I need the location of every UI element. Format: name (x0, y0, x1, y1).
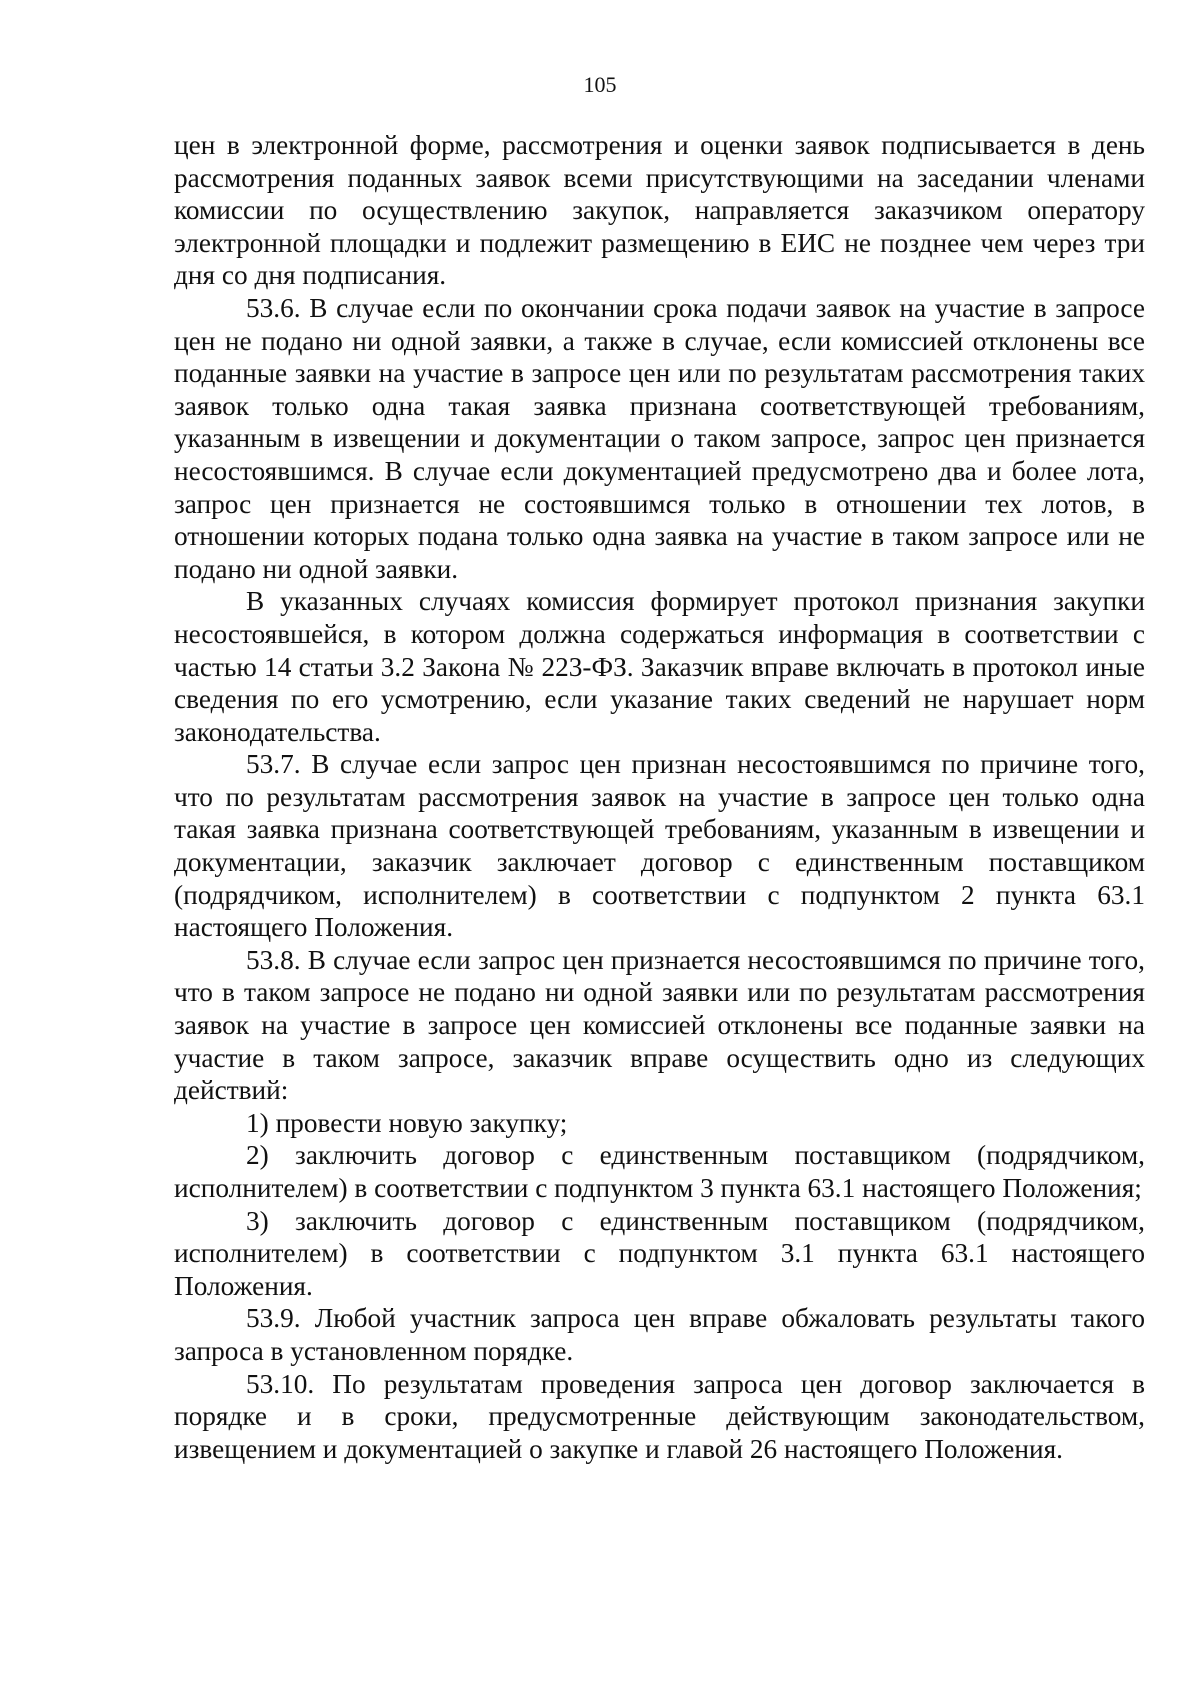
paragraph-53-7: 53.7. В случае если запрос цен признан несостоявшимся по причине того, что по результатам рассмотрения заявок на участие в запросе цен только одна такая заявка признана соответствующей требованиям, указанным в извещении и документации, заказчик заключает договор с единственным поставщиком (подрядчиком, исполнителем) в соответствии с подпунктом 2 пункта 63.1 настоящего Положения. (174, 749, 1145, 943)
list-item-2: 2) заключить договор с единственным поставщиком (подрядчиком, исполнителем) в соответствии с подпунктом 3 пункта 63.1 настоящего Положения; (174, 1140, 1145, 1203)
list-item-3: 3) заключить договор с единственным поставщиком (подрядчиком, исполнителем) в соответствии с подпунктом 3.1 пункта 63.1 настоящего Положения. (174, 1205, 1145, 1301)
page-number: 105 (583, 72, 617, 97)
paragraph-53-8: 53.8. В случае если запрос цен признается несостоявшимся по причине того, что в таком запросе не подано ни одной заявки или по результатам рассмотрения заявок на участие в запросе цен комиссией отклонены все поданные заявки на участие в таком запросе, заказчик вправе осуществить одно из следующих действий: (174, 944, 1145, 1106)
document-body (174, 129, 1145, 1465)
paragraph-53-6: 53.6. В случае если по окончании срока подачи заявок на участие в запросе цен не подано ни одной заявки, а также в случае, если комиссией отклонены все поданные заявки на участие в запросе цен или по результатам рассмотрения таких заявок только одна такая заявка признана соответствующей требованиям, указанным в извещении и документации о таком запросе, запрос цен признается несостоявшимся. В случае если документацией предусмотрено два и более лота, запрос цен признается не состоявшимся только в отношении тех лотов, в отношении которых подана только одна заявка на участие в таком запросе или не подано ни одной заявки. (174, 292, 1145, 584)
paragraph-53-9: 53.9. Любой участник запроса цен вправе обжаловать результаты такого запроса в установленном порядке. (174, 1303, 1145, 1366)
paragraph-protocol: В указанных случаях комиссия формирует протокол признания закупки несостоявшейся, в котором должна содержаться информация в соответствии с частью 14 статьи 3.2 Закона № 223-ФЗ. Заказчик вправе включать в протокол иные сведения по его усмотрению, если указание таких сведений не нарушает норм законодательства. (174, 586, 1145, 747)
paragraph-continuation: цен в электронной форме, рассмотрения и оценки заявок подписывается в день рассмотрения поданных заявок всеми присутствующими на заседании членами комиссии по осуществлению закупок, направляется заказчиком оператору электронной площадки и подлежит размещению в ЕИС не позднее чем через три дня со дня подписания. (174, 130, 1145, 291)
list-item-1: 1) провести новую закупку; (246, 1107, 568, 1138)
paragraph-53-10: 53.10. По результатам проведения запроса цен договор заключается в порядке и в сроки, предусмотренные действующим законодательством, извещением и документацией о закупке и главой 26 настоящего Положения. (174, 1368, 1145, 1464)
